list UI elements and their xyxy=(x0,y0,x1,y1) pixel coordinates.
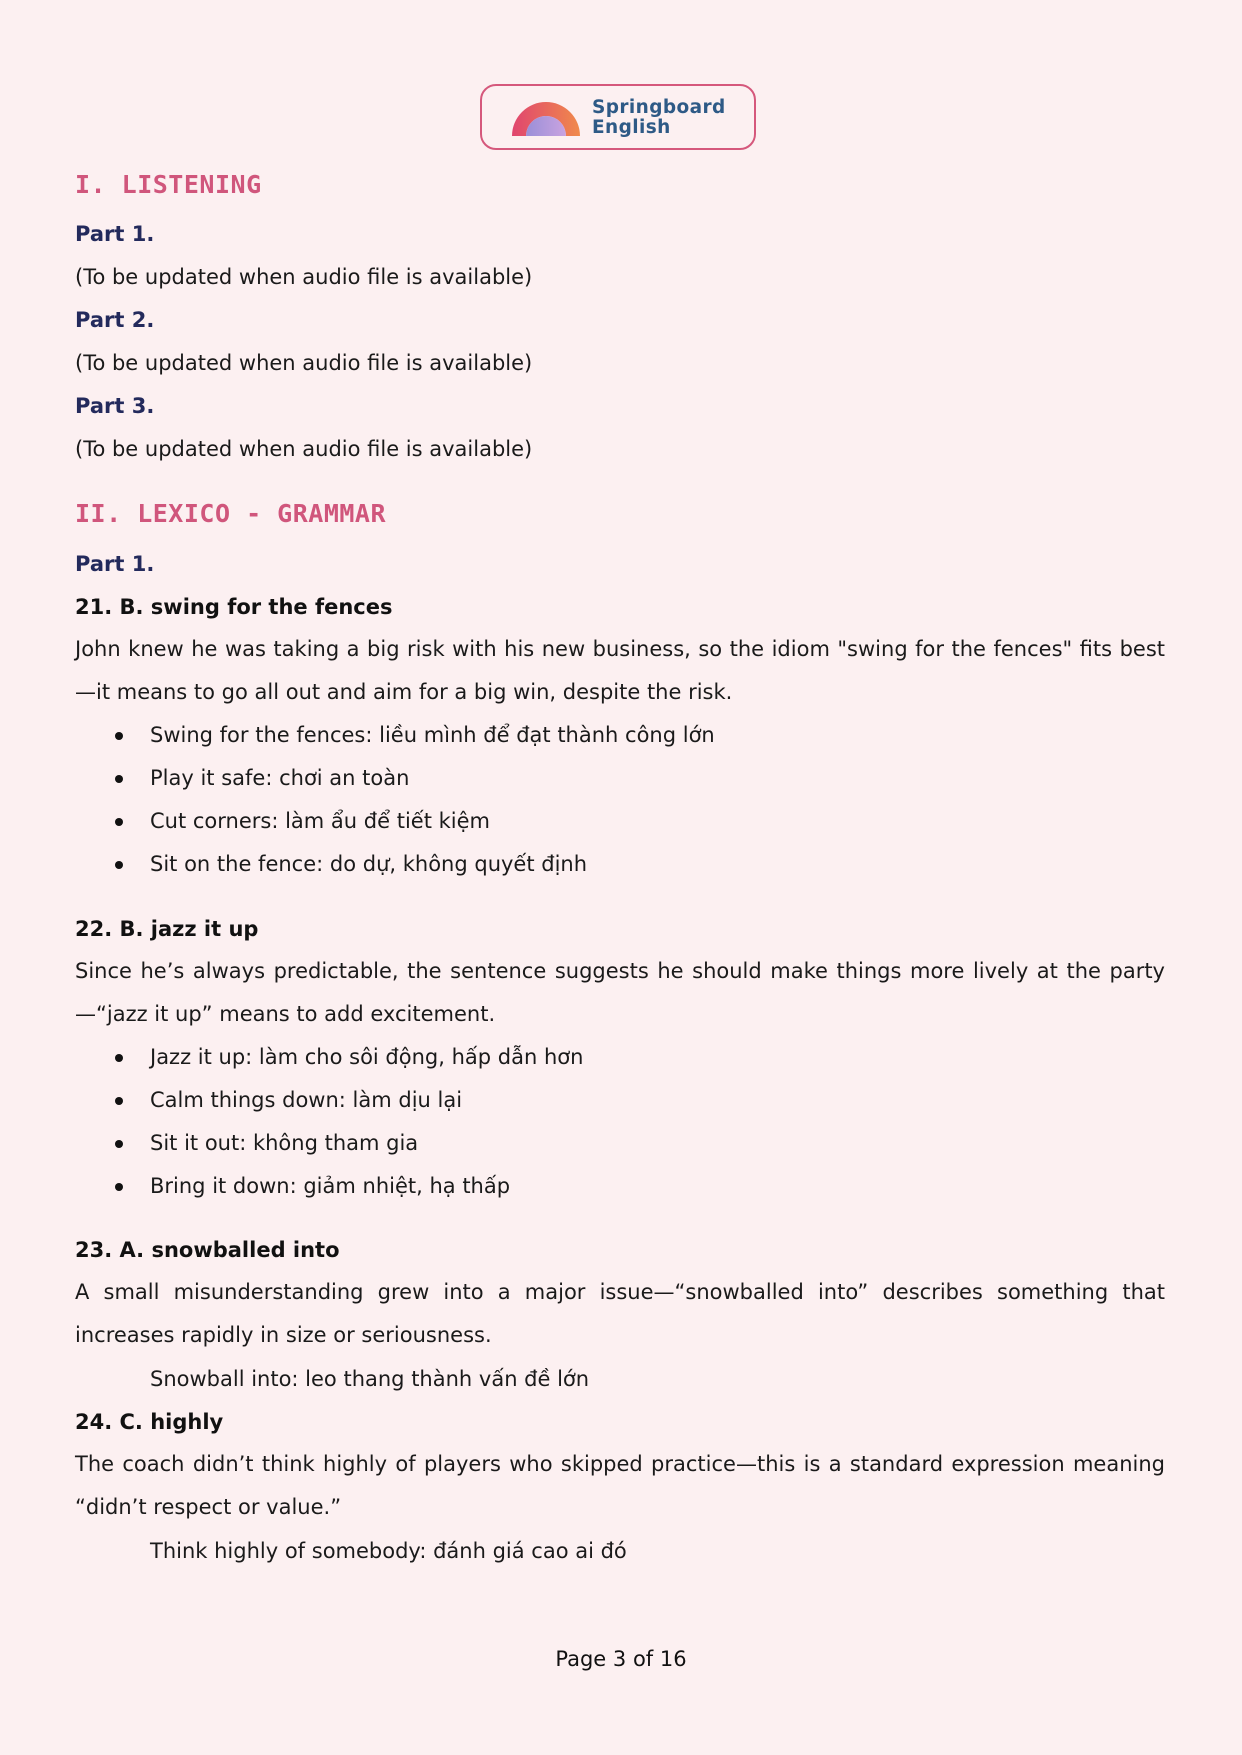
listening-part-2-label: Part 2. xyxy=(75,308,155,332)
logo-box xyxy=(480,84,756,150)
listening-part-1-label: Part 1. xyxy=(75,222,155,246)
listening-part-2-note: (To be updated when audio file is available) xyxy=(75,351,533,375)
list-item: Swing for the fences: liều mình để đạt thành công lớn xyxy=(75,714,715,757)
question-21-explanation: John knew he was taking a big risk with his new business, so the idiom "swing for the fences" fits best—it means to go all out and aim for a big win, despite the risk. xyxy=(75,637,1165,704)
list-item: Sit on the fence: do dự, không quyết định xyxy=(75,843,715,886)
question-24-answer: 24. C. highly xyxy=(75,1410,224,1434)
list-item: Calm things down: làm dịu lại xyxy=(75,1079,583,1122)
rainbow-logo-icon xyxy=(510,96,582,138)
question-23-note: Snowball into: leo thang thành vấn đề lớn xyxy=(150,1367,590,1391)
question-23-answer: 23. A. snowballed into xyxy=(75,1238,340,1262)
list-item: Bring it down: giảm nhiệt, hạ thấp xyxy=(75,1165,583,1208)
list-item: Jazz it up: làm cho sôi động, hấp dẫn hơn xyxy=(75,1036,583,1079)
bullet-icon xyxy=(115,1097,123,1105)
listening-part-3-note: (To be updated when audio file is available) xyxy=(75,437,533,461)
question-21-options-list xyxy=(75,714,715,886)
bullet-icon xyxy=(115,1183,123,1191)
question-24-note: Think highly of somebody: đánh giá cao ai đó xyxy=(150,1539,627,1563)
page-number: Page 3 of 16 xyxy=(555,1647,687,1671)
bullet-icon xyxy=(115,1140,123,1148)
list-item: Play it safe: chơi an toàn xyxy=(75,757,715,800)
listening-part-1-note: (To be updated when audio file is available) xyxy=(75,265,533,289)
bullet-icon xyxy=(115,732,123,740)
question-22-options-list xyxy=(75,1036,583,1208)
question-21-answer: 21. B. swing for the fences xyxy=(75,595,393,619)
list-item: Sit it out: không tham gia xyxy=(75,1122,583,1165)
question-24-explanation: The coach didn’t think highly of players who skipped practice—this is a standard expression meaning “didn’t respect or value.” xyxy=(75,1452,1165,1519)
listening-part-3-label: Part 3. xyxy=(75,394,155,418)
bullet-icon xyxy=(115,775,123,783)
section-title-listening: I. LISTENING xyxy=(75,170,262,199)
section-title-lexico-grammar: II. LEXICO - GRAMMAR xyxy=(75,499,387,528)
lexico-part-1-label: Part 1. xyxy=(75,552,155,576)
question-22-answer: 22. B. jazz it up xyxy=(75,917,259,941)
bullet-icon xyxy=(115,818,123,826)
bullet-icon xyxy=(115,1054,123,1062)
bullet-icon xyxy=(115,861,123,869)
question-23-explanation: A small misunderstanding grew into a major issue—“snowballed into” describes something that increases rapidly in size or seriousness. xyxy=(75,1280,1165,1347)
list-item: Cut corners: làm ẩu để tiết kiệm xyxy=(75,800,715,843)
logo-line-2: English xyxy=(592,117,671,138)
question-22-explanation: Since he’s always predictable, the sentence suggests he should make things more lively at the party—“jazz it up” means to add excitement. xyxy=(75,959,1165,1026)
logo-wordmark xyxy=(592,98,726,138)
logo-line-1: Springboard xyxy=(592,97,726,118)
